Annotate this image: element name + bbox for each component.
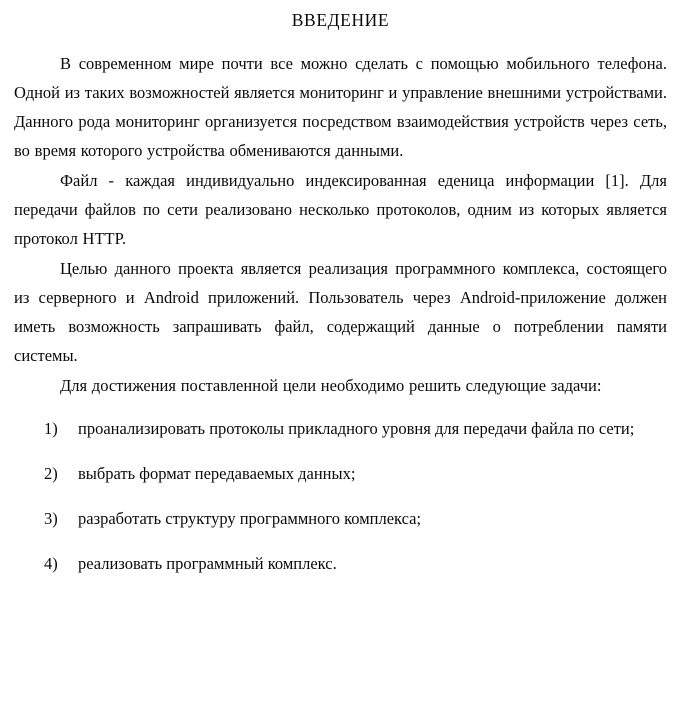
list-item-marker: 3) bbox=[44, 509, 58, 528]
list-item bbox=[14, 504, 667, 533]
paragraph-2: Файл - каждая индивидуально индексированная еденица информации [1]. Для передачи файлов по сети реализовано несколько протоколов, одним из которых является протокол HTTP. bbox=[14, 171, 667, 248]
list-item bbox=[14, 549, 667, 578]
list-item-marker: 1) bbox=[44, 419, 58, 438]
paragraph-3: Целью данного проекта является реализация программного комплекса, состоящего из серверного и Android приложений. Пользователь через Android-приложение должен иметь возможность запрашивать файл, содержащий данные о потреблении памяти системы. bbox=[14, 259, 667, 365]
list-item-marker: 4) bbox=[44, 554, 58, 573]
page-title: ВВЕДЕНИЕ bbox=[291, 10, 390, 30]
list-item bbox=[14, 414, 667, 443]
list-item-label: разработать структуру программного комплекса; bbox=[78, 509, 422, 528]
paragraph-1: В современном мире почти все можно сделать с помощью мобильного телефона. Одной из таких возможностей является мониторинг и управление внешними устройствами. Данного рода мониторинг организуется посредством взаимодействия устройств через сеть, во время которого устройства обмениваются данными. bbox=[14, 54, 668, 160]
task-list bbox=[14, 414, 667, 578]
list-item-label: проанализировать протоколы прикладного уровня для передачи файла по сети; bbox=[78, 419, 635, 438]
list-item-label: реализовать программный комплекс. bbox=[78, 554, 337, 573]
list-item-marker: 2) bbox=[44, 464, 58, 483]
paragraph-4: Для достижения поставленной цели необходимо решить следующие задачи: bbox=[60, 376, 602, 395]
list-item-label: выбрать формат передаваемых данных; bbox=[78, 464, 356, 483]
list-item bbox=[14, 459, 667, 488]
